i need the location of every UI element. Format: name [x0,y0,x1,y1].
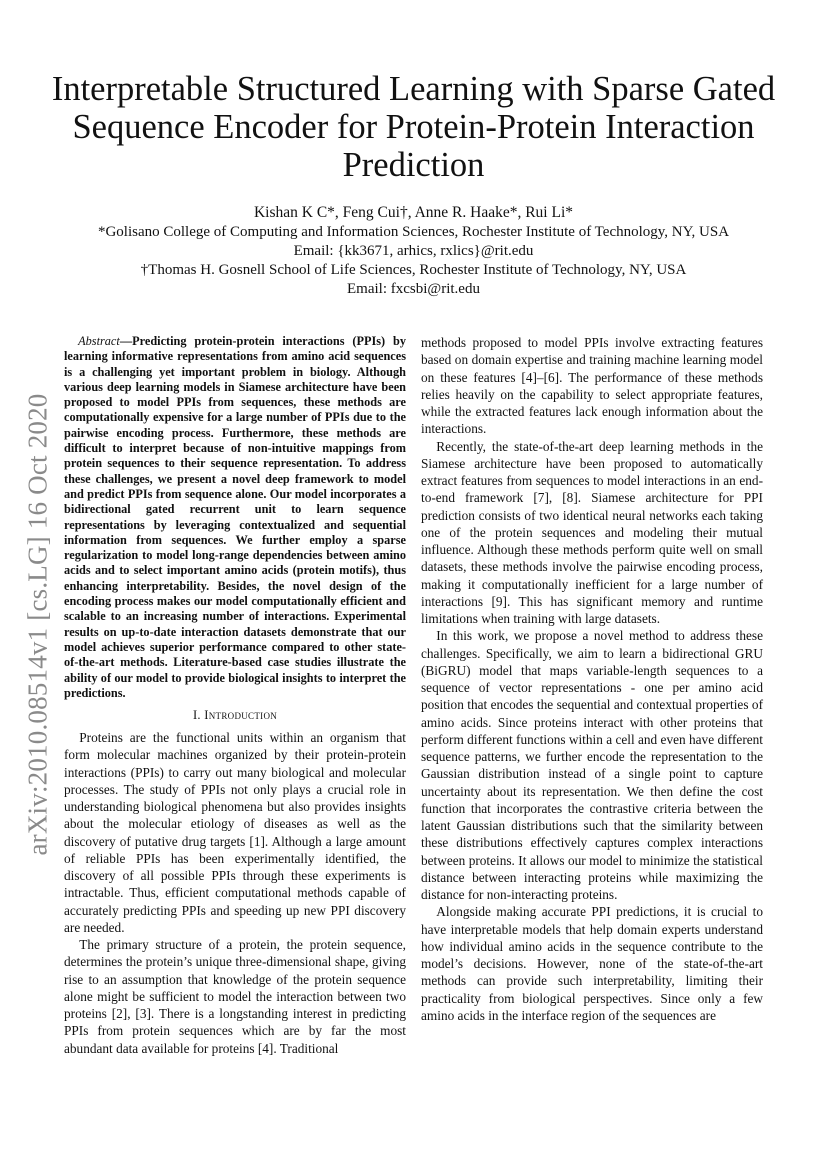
affiliation-2: †Thomas H. Gosnell School of Life Sciences, Rochester Institute of Technology, NY, USA [140,262,687,278]
paragraph: methods proposed to model PPIs involve extracting features based on domain expertise and training machine learning model on these features [4]–[6]. The performance of these methods relies heavily on the capability to select appropriate features, while the extracted features lack enough information about the interactions. [421,335,763,437]
left-column [64,334,406,1057]
abstract-text: —Predicting protein-protein interactions (PPIs) by learning informative representations from amino acid sequences is a challenging yet important problem in biology. Although various deep learning models in Siamese architecture have been proposed to model PPIs from sequences, these methods are computationally expensive for a large number of PPIs due to the pairwise encoding process. Furthermore, these methods are difficult to interpret because of non-intuitive mappings from protein sequences to their sequence representation. To address these challenges, we present a novel deep framework to model and predict PPIs from sequence alone. Our model incorporates a bidirectional gated recurrent unit to learn sequence representations by leveraging contextualized and sequential information from sequences. We further employ a sparse regularization to model long-range dependencies between amino acids and to select important amino acids (protein motifs), thus enhancing interpretability. Besides, the novel design of the encoding process makes our model computationally efficient and scalable to an increasing number of interactions. Experimental results on up-to-date interaction datasets demonstrate that our model achieves superior performance compared to other state-of-the-art methods. Literature-based case studies illustrate the ability of our model to provide biological insights to interpret the predictions. [64,334,406,700]
section-heading [64,707,406,724]
right-column [421,334,763,1024]
paragraph: In this work, we propose a novel method to address these challenges. Specifically, we aim to learn a bidirectional GRU (BiGRU) model that maps variable-length sequences to a sequence of vector representations - one per amino acid position that encodes the sequential and contextual properties of amino acids. Since proteins interact with other proteins that perform different functions within a cell and even have different sequence patterns, we further encode the representation to the Gaussian distribution instead of a single point to capture uncertainty about its representation. We then define the cost function that incorporates the contrastive criteria between the latent Gaussian distributions such that the similarity between these distributions effectively captures complex interactions between proteins. It allows our model to minimize the statistical distance between interacting proteins while maximizing the distance for non-interacting proteins. [421,628,763,902]
abstract-label: Abstract [78,334,120,348]
paragraph: Alongside making accurate PPI predictions, it is crucial to have interpretable models that help domain experts understand how individual amino acids in the sequence contribute to the model’s decisions. However, none of the state-of-the-art methods can provide such interpretability, limiting their practicality from biological perspectives. Since only a few amino acids in the interface region of the sequences are [421,904,763,1023]
arxiv-stamp [18,364,58,884]
section-number: I. [192,708,201,723]
paragraph: Recently, the state-of-the-art deep learning methods in the Siamese architecture have been proposed to automatically extract features from sequences to model interactions in an end-to-end framework [7], [8]. Siamese architecture for PPI prediction consists of two identical neural networks each taking one of the protein sequences and modeling their mutual influence. Although these methods perform quite well on small datasets, these methods involve the pairwise encoding process, making it computationally inefficient for a large number of interactions [9]. This has significant memory and runtime limitations when training with large datasets. [421,438,763,626]
email-2: Email: fxcsbi@rit.edu [347,281,480,297]
paragraph: Proteins are the functional units within an organism that form molecular machines organized by their protein-protein interactions (PPIs) to carry out many biological and molecular processes. The study of PPIs not only plays a crucial role in understanding biological phenomena but also provides insights about the molecular etiology of diseases as well as the discovery of putative drug targets [1]. Although a large amount of reliable PPIs has been experimentally identified, the discovery of all possible PPIs through these experiments is intractable. Thus, efficient computational methods capable of accurately predicting PPIs and speeding up new PPI discovery are needed. [64,730,406,935]
email-1: Email: {kk3671, arhics, rxlics}@rit.edu [293,243,534,259]
paragraph: The primary structure of a protein, the protein sequence, determines the protein’s unique three-dimensional shape, giving rise to an assumption that knowledge of the protein sequence alone might be sufficient to model the interaction between two proteins [2], [3]. There is a longstanding interest in predicting PPIs from protein sequences which are by far the most abundant data available for proteins [4]. Traditional [64,937,406,1056]
affiliation-1: *Golisano College of Computing and Information Sciences, Rochester Institute of Technology, NY, USA [97,224,730,240]
section-title: Introduction [204,708,278,723]
abstract [64,334,406,701]
arxiv-stamp-text: arXiv:2010.08514v1 [cs.LG] 16 Oct 2020 [22,392,53,856]
author-names: Kishan K C*, Feng Cui†, Anne R. Haake*, Rui Li* [253,204,574,221]
paper-title: Interpretable Structured Learning with Sparse Gated Sequence Encoder for Protein-Protein Interaction Prediction [51,70,776,184]
author-block [40,203,787,299]
